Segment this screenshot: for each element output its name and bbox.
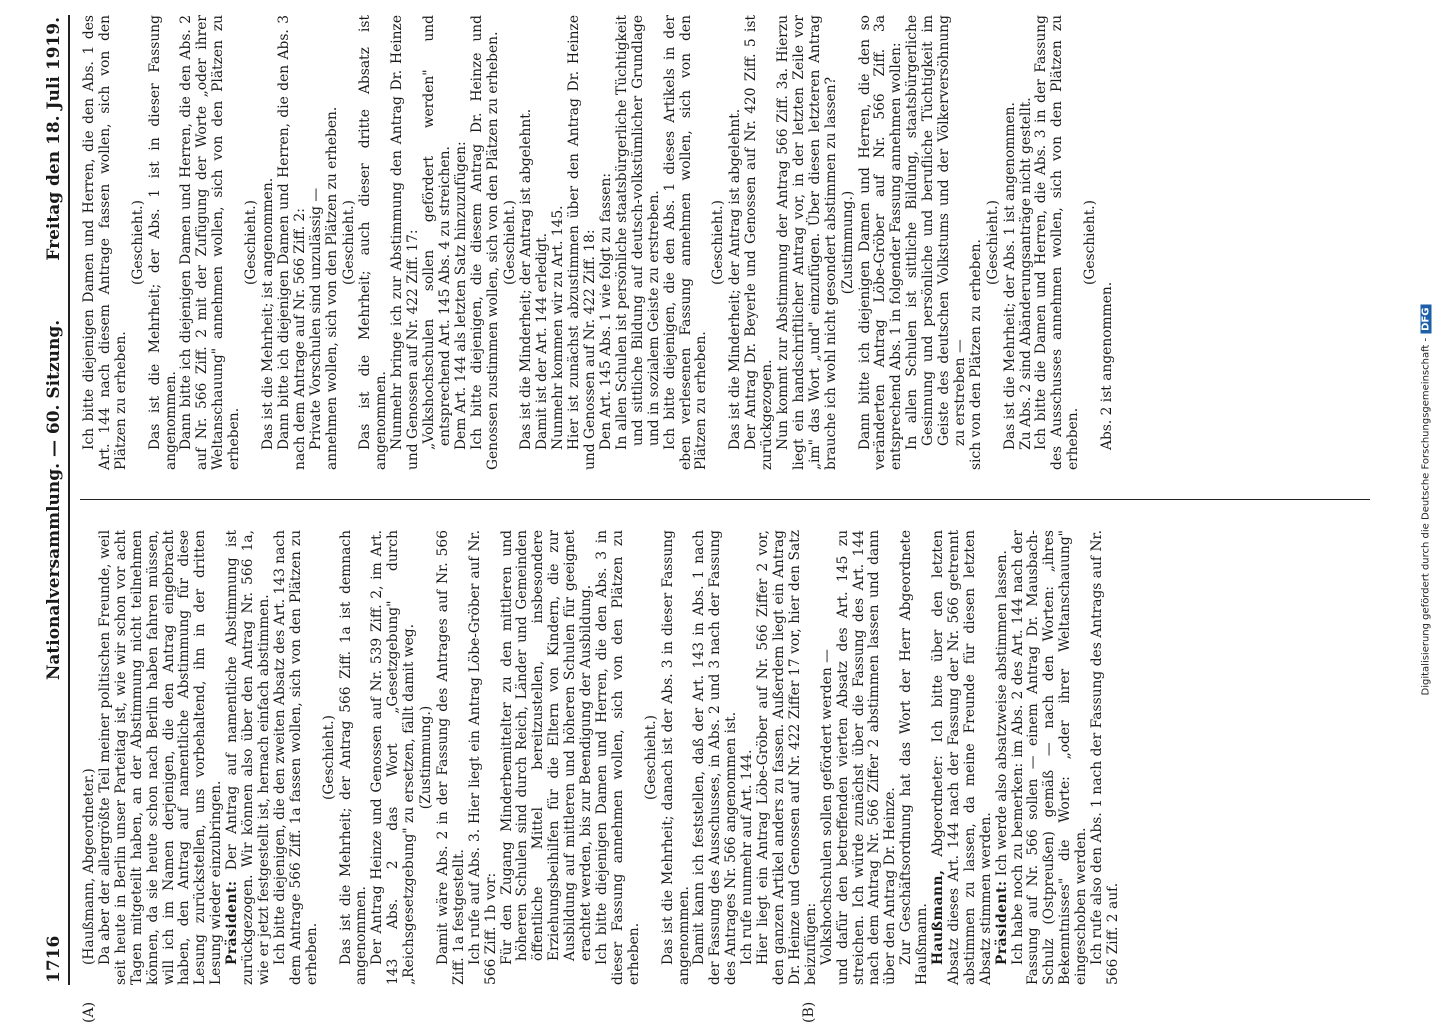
speech-text: Abgeordneter: Ich bitte über den letzten Absatz dieses Art. 144 nach der Fassung der Nr. 566 getrennt abstimmen zu lassen, da meine Freunde für diesen letzten Absatz stimmen werden. — [930, 530, 994, 985]
paragraph: Hier ist zunächst abzustimmen über den Antrag Dr. Heinze und Genossen auf Nr. 422 Ziff. 18: — [566, 15, 599, 470]
quoted-motion: „Volkshochschulen sollen gefördert werden" und entsprechend Art. 145 Abs. 4 zu streichen. — [421, 15, 453, 450]
quoted-motion: Volkshochschulen sollen gefördert werden — — [818, 649, 835, 965]
paragraph: Dann bitte ich diejenigen Damen und Herren, die den so veränderten Antrag Löbe-Gröber auf Nr. 566 Ziff. 3a entsprechend Abs. 1 in folgender Fassung annehmen wollen: — [856, 15, 905, 470]
left-column — [81, 529, 1122, 1023]
stage-direction: (Geschieht.) — [129, 199, 146, 286]
quoted-motion: Private Vorschulen sind unzulässig — — [307, 187, 324, 450]
right-column — [82, 15, 1116, 470]
paragraph: Ich bitte diejenigen Damen und Herren, die den Abs. 3 in dieser Fassung annehmen wollen, sich von den Plätzen zu erheben. — [594, 530, 642, 985]
page-number: 1716 — [44, 935, 64, 983]
rotated-page-content — [42, 15, 1402, 1023]
stage-direction: (Geschieht.) — [1082, 199, 1099, 286]
paragraph: Ich habe noch zu bemerken: im Abs. 2 des Art. 144 nach der Fassung auf Nr. 566 sollen — einem Antrag Dr. Mausbach-Schulz (Ostpreußen) gemäß — nach den Worten: „ihres Bekenntnisses" die Worte: „oder ihrer Weltanschauung" eingeschoben werden. — [1009, 530, 1090, 985]
paragraph: Nunmehr bringe ich zur Abstimmung den Antrag Dr. Heinze und Genossen auf Nr. 422 Ziff. 17: — [389, 15, 422, 470]
stage-direction: (Zustimmung.) — [839, 190, 856, 295]
quoted-motion: Für den Zugang Minderbemittelter zu den mittleren und höheren Schulen sind durch Reich, Länder und Gemeinden öffentliche Mittel bereitzustellen, insbesondere Erziehungsbeihilfen für die Eltern von Kindern, die zur Ausbildung auf mittleren und höheren Schulen für geeignet erachtet werden, bis zur Beendigung der Ausbildung. — [498, 530, 595, 965]
speaker-name: Haußmann, — [930, 869, 947, 965]
speech-paragraph — [931, 530, 995, 985]
paragraph: Hier liegt ein Antrag Löbe-Gröber auf Nr. 566 Ziffer 2 vor, den ganzen Artikel anders zu fassen. Außerdem liegt ein Antrag Dr. Heinze und Genossen auf Nr. 422 Ziffer 17 vor, hier den Satz beizufügen: — [755, 530, 819, 985]
paragraph: Das ist die Mehrheit; ist angenommen. — [259, 177, 276, 450]
paragraph: Dann bitte ich diejenigen Damen und Herren, die den Abs. 3 nach dem Antrage auf Nr. 566 Ziff. 2: — [275, 15, 308, 470]
speech-text: Ich werde also absatzweise abstimmen lassen. — [993, 550, 1010, 877]
quoted-motion: In allen Schulen ist sittliche Bildung, staatsbürgerliche Gesinnung und persönliche und berufliche Tüchtigkeit im Geiste des deutschen Volkstums und der Völkerversöhnung zu erstreben — — [904, 15, 968, 450]
paragraph: Zu Abs. 2 sind Abänderungsanträge nicht gestellt. — [1017, 97, 1034, 450]
paragraph: Abs. 2 ist angenommen. — [1099, 281, 1116, 450]
quoted-motion: In allen Schulen ist persönliche staatsbürgerliche Tüchtigkeit und sittliche Bildung auf deutsch-volkstümlicher Grundlage und in sozialem Geiste zu erstreben. — [613, 15, 662, 450]
paragraph: Nunmehr kommen wir zu Art. 145. — [550, 205, 567, 450]
paragraph: Das ist die Mehrheit; auch dieser dritte Absatz ist angenommen. — [357, 15, 390, 470]
paragraph: Damit ist der Art. 144 erledigt. — [534, 232, 551, 450]
speech-text: Der Antrag auf namentliche Abstimmung ist zurückgezogen. Wir können also über den Antrag Nr. 566 1a, wie er jetzt festgestellt ist, hernach einfach abstimmen. — [224, 529, 272, 985]
paragraph: Das ist die Mehrheit; der Antrag 566 Ziff. 1a ist demnach angenommen. — [337, 530, 370, 985]
paragraph: Das ist die Mehrheit; der Abs. 1 ist angenommen. — [1001, 102, 1018, 450]
paragraph: Das ist die Mehrheit; danach ist der Abs. 3 in dieser Fassung angenommen. — [659, 530, 692, 985]
paragraph: Dem Art. 144 als letzten Satz hinzuzufügen: — [452, 141, 469, 450]
paragraph: Der Antrag Dr. Beyerle und Genossen auf Nr. 420 Ziff. 5 ist zurückgezogen. — [743, 15, 776, 470]
paragraph: Ich bitte diejenigen, die den zweiten Absatz des Art. 143 nach dem Antrage 566 Ziff. 1a fassen wollen, sich von den Plätzen zu erheben. — [271, 530, 320, 985]
speech-paragraph — [225, 530, 273, 985]
paragraph: Ich rufe auf Abs. 3. Hier liegt ein Antrag Löbe-Gröber auf Nr. 566 Ziff. 1b vor: — [466, 530, 499, 985]
paragraph: Ich bitte diejenigen, die den Abs. 1 dieses Artikels in der eben verlesenen Fassung annehmen wollen, sich von den Plätzen zu erheben. — [661, 15, 710, 470]
stage-direction: (Geschieht.) — [340, 199, 357, 286]
paragraph: Zur Geschäftsordnung hat das Wort der Herr Abgeordnete Haußmann. — [898, 530, 931, 985]
stage-direction: (Zustimmung.) — [418, 705, 435, 810]
stage-direction: (Geschieht.) — [320, 714, 337, 801]
paragraph: Dann bitte ich diejenigen Damen und Herren, die den Abs. 2 auf Nr. 566 Ziff. 2 mit der Zufügung der Worte „oder ihrer Weltanschauung" annehmen wollen, sich von den Plätzen zu erheben. — [178, 15, 243, 470]
paragraph: Das ist die Minderheit; der Antrag ist abgelehnt. — [518, 108, 535, 450]
paragraph: Ich bitte diejenigen Damen und Herren, die den Abs. 1 des Art. 144 nach diesem Antrage fassen wollen, sich von den Plätzen zu erheben. — [81, 15, 129, 470]
paragraph: (Haußmann, Abgeordneter.) — [81, 768, 97, 965]
paragraph: und dafür den betreffenden vierten Absatz des Art. 145 zu streichen. Ich würde zunächst über die Fassung des Art. 144 nach dem Antrag Nr. 566 Ziffer 2 abstimmen lassen und dann über den Antrag Dr. Heinze. — [834, 530, 899, 985]
paragraph: Ich bitte die Damen und Herren, die Abs. 3 in der Fassung des Ausschusses annehmen wollen, sich von den Plätzen zu erheben. — [1033, 15, 1082, 470]
paragraph: sich von den Plätzen zu erheben. — [967, 239, 984, 470]
paragraph: Da aber der allergrößte Teil meiner politischen Freunde, weil seit heute in Berlin unser Parteitag ist, wie wir schon vor acht Tagen mitgeteilt haben, an der Abstimmung nicht teilnehmen können, da sie heute schon nach Berlin haben fahren müssen, will ich im Namen derjenigen, die den Antrag eingebracht haben, den Antrag auf namentliche Abstimmung für diese Lesung zurückstellen, uns vorbehaltend, ihn in der dritten Lesung wieder einzubringen. — [96, 530, 225, 985]
digitization-note — [1421, 305, 1432, 696]
paragraph: Das ist die Mehrheit; der Abs. 1 ist in dieser Fassung angenommen. — [146, 15, 179, 470]
stage-direction: (Geschieht.) — [501, 199, 518, 286]
paragraph: Ich bitte diejenigen, die diesem Antrag Dr. Heinze und Genossen zustimmen wollen, sich von den Plätzen zu erheben. — [468, 15, 501, 470]
paragraph: Der Antrag Heinze und Genossen auf Nr. 539 Ziff. 2, im Art. 143 Abs. 2 das Wort „Gesetzgebung" durch „Reichsgesetzgebung" zu ersetzen, fällt damit weg. — [369, 530, 418, 985]
speech-paragraph — [995, 530, 1011, 985]
page-header — [42, 15, 70, 985]
paragraph: Ich rufe nunmehr auf Art. 144. — [739, 749, 756, 965]
digitization-note-text: Digitalisierung gefördert durch die Deutsche Forschungsgemeinschaft - — [1420, 337, 1432, 696]
speaker-name: Präsident: — [224, 880, 241, 965]
speaker-name: Präsident: — [993, 880, 1010, 965]
stage-direction: (Geschieht.) — [243, 199, 260, 286]
stage-direction: (Geschieht.) — [984, 199, 1001, 286]
stage-direction: (Geschieht.) — [710, 199, 727, 286]
paragraph: Den Art. 145 Abs. 1 wie folgt zu fassen: — [598, 173, 614, 450]
paragraph: Damit wäre Abs. 2 in der Fassung des Antrages auf Nr. 566 Ziff. 1a festgestellt. — [434, 530, 467, 985]
paragraph: annehmen wollen, sich von den Plätzen zu erheben. — [323, 106, 340, 470]
paragraph: Das ist die Minderheit; der Antrag ist abgelehnt. — [727, 108, 744, 450]
column-divider — [80, 499, 1370, 500]
page-title: Nationalversammlung. — 60. Sitzung. — [44, 319, 64, 681]
paragraph: Ich rufe also den Abs. 1 nach der Fassung des Antrags auf Nr. 566 Ziff. 2 auf. — [1089, 530, 1121, 985]
paragraph: Nun kommt zur Abstimmung der Antrag 566 Ziff. 3a. Hierzu liegt ein handschriftlicher Antrag vor, in der letzten Zeile vor „im" das Wort „und" einzufügen. Über diesen letzteren Antrag brauche ich wohl nicht gesondert abstimmen zu lassen? — [774, 15, 839, 470]
margin-letter-a: (A) — [81, 1001, 97, 1023]
stage-direction: (Geschieht.) — [642, 714, 659, 801]
paragraph: Damit kann ich feststellen, daß der Art. 143 in Abs. 1 nach der Fassung des Ausschusses, in Abs. 2 und 3 nach der Fassung des Antrages Nr. 566 angenommen ist. — [691, 530, 740, 985]
page-date: Freitag den 18. Juli 1919. — [44, 17, 64, 261]
margin-letter-b: (B) — [801, 1001, 817, 1023]
dfg-logo: DFG — [1421, 305, 1432, 334]
